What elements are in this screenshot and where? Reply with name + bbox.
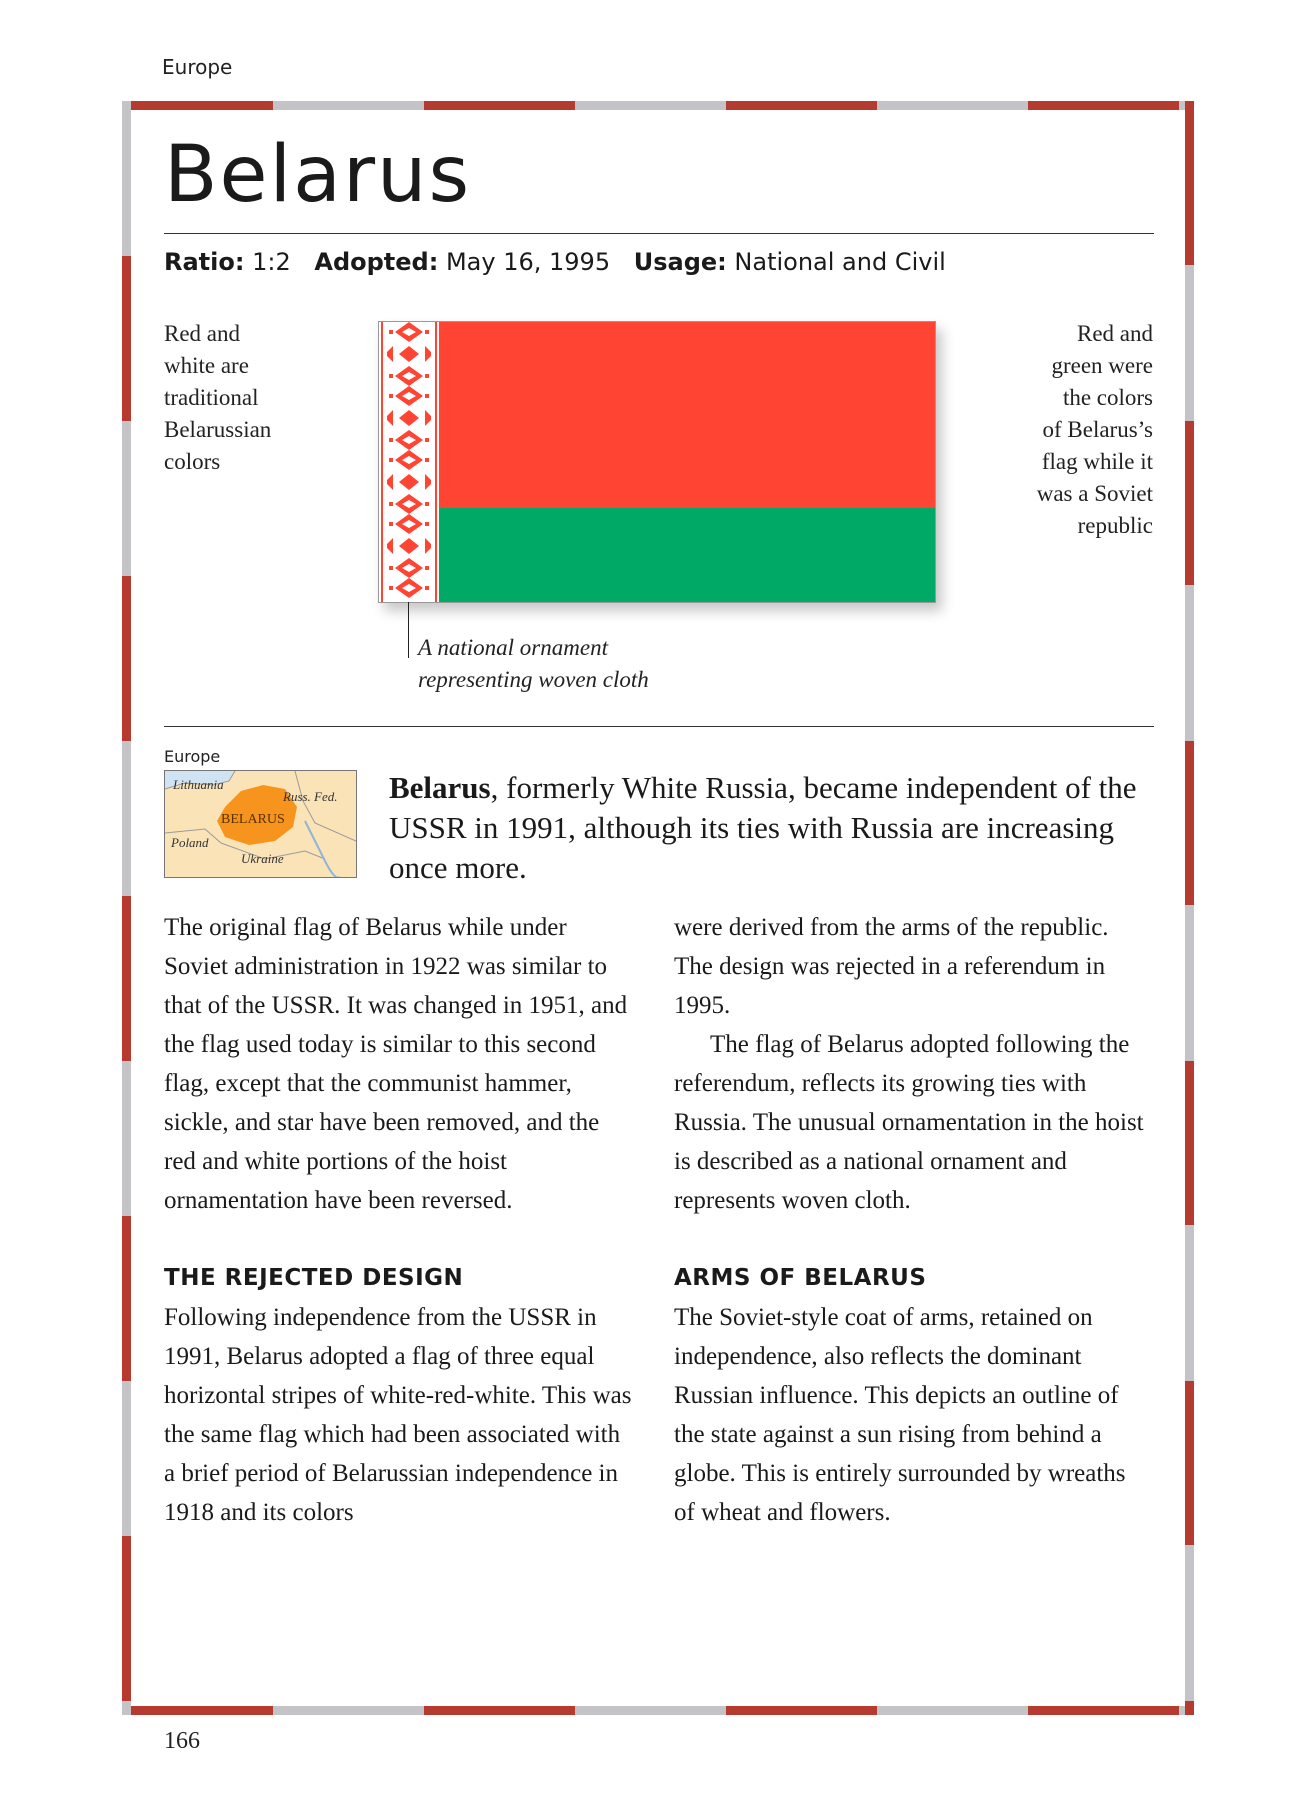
- left-annotation-line: Belarussian: [164, 417, 272, 442]
- section-label: Europe: [162, 55, 233, 79]
- map-region-label: Europe: [164, 747, 221, 766]
- body-paragraph: Following independence from the USSR in 1991, Belarus adopted a flag of three equal horizontal stripes of white-red-white. This was the same flag which had been associated with a brief period of Belarussian independence in 1918 and its colors: [164, 1304, 632, 1526]
- ornament-pointer-line: [408, 602, 409, 658]
- left-annotation-line: traditional: [164, 385, 259, 410]
- flag-facts: [164, 248, 946, 276]
- intro-country-name: Belarus: [389, 770, 491, 805]
- locator-map: [164, 770, 357, 878]
- right-annotation-line: the colors: [1062, 385, 1153, 410]
- body-paragraph-continued: were derived from the arms of the republic. The design was rejected in a referendum in 1995.: [674, 914, 1109, 1019]
- body-paragraph: The Soviet-style coat of arms, retained on independence, also reflects the dominant Russian influence. This depicts an outline of the state against a sun rising from behind a globe. This is entirely surrounded by wreaths of wheat and flowers.: [674, 1304, 1126, 1526]
- flag-red-band: [379, 322, 935, 508]
- left-annotation-line: colors: [164, 449, 221, 474]
- map-label-russia: Russ. Fed.: [283, 789, 338, 804]
- adopted-value: May 16, 1995: [445, 248, 611, 276]
- intro-text: , formerly White Russia, became independent of the USSR in 1991, although its ties with Russia are increasing once more.: [389, 770, 1137, 885]
- right-annotation-line: flag while it: [1041, 449, 1153, 474]
- right-annotation-line: green were: [1051, 353, 1153, 378]
- body-column-left: [164, 908, 634, 1532]
- body-column-right: [674, 908, 1144, 1532]
- ratio-value: 1:2: [252, 248, 291, 276]
- usage-label: Usage:: [633, 248, 727, 276]
- map-label-poland: Poland: [171, 835, 209, 850]
- right-annotation-line: Red and: [1076, 321, 1153, 346]
- usage-value: National and Civil: [734, 248, 946, 276]
- ornament-caption: [418, 632, 649, 696]
- map-label-ukraine: Ukraine: [241, 851, 284, 866]
- page-title: Belarus: [164, 130, 472, 220]
- locator-map-graphic: [165, 771, 356, 877]
- page-number: 166: [164, 1728, 200, 1754]
- body-paragraph: The flag of Belarus adopted following the referendum, reflects its growing ties with Russia. The unusual ornamentation in the hoist is described as a national ornament and represents woven cloth.: [674, 1031, 1144, 1214]
- left-annotation: [164, 318, 324, 478]
- right-annotation-line: republic: [1077, 513, 1153, 538]
- left-annotation-line: Red and: [164, 321, 241, 346]
- hoist-ornament: [379, 322, 439, 602]
- page-frame-right: [1185, 101, 1194, 1715]
- caption-line: A national ornament: [418, 635, 608, 660]
- flag-green-band: [379, 508, 935, 602]
- section-divider: [164, 726, 1154, 727]
- adopted-label: Adopted:: [314, 248, 439, 276]
- right-annotation: [983, 318, 1153, 542]
- page-frame-left: [122, 101, 131, 1715]
- title-divider: [164, 233, 1154, 234]
- intro-paragraph: [389, 768, 1149, 888]
- map-label-lithuania: Lithuania: [173, 777, 224, 792]
- right-annotation-line: was a Soviet: [1036, 481, 1153, 506]
- right-annotation-line: of Belarus’s: [1042, 417, 1153, 442]
- ratio-label: Ratio:: [164, 248, 245, 276]
- flag-graphic: [379, 322, 935, 602]
- page-frame-bottom: [122, 1706, 1194, 1715]
- heading-arms: ARMS OF BELARUS: [674, 1265, 927, 1291]
- page-frame-top: [122, 101, 1194, 110]
- map-label-belarus: BELARUS: [221, 812, 285, 827]
- heading-rejected-design: THE REJECTED DESIGN: [164, 1265, 464, 1291]
- body-paragraph: The original flag of Belarus while under Soviet administration in 1922 was similar to that of the USSR. It was changed in 1951, and the flag used today is similar to this second flag, except that the communist hammer, sickle, and star have been removed, and the red and white portions of the hoist ornamentation have been reversed.: [164, 914, 628, 1214]
- left-annotation-line: white are: [164, 353, 249, 378]
- belarus-flag: [378, 321, 936, 603]
- caption-line: representing woven cloth: [418, 667, 649, 692]
